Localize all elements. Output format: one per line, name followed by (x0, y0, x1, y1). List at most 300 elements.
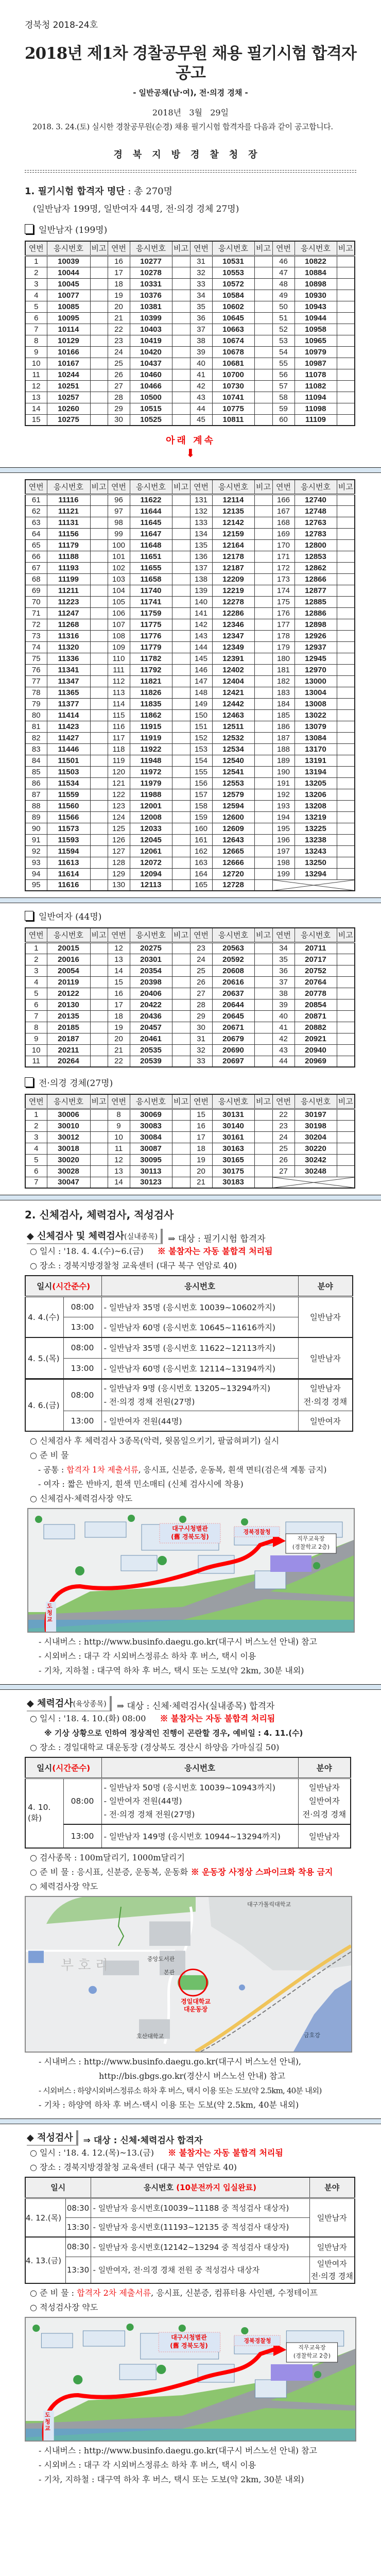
serial-cell: 84 (25, 755, 47, 766)
time-cell: 08:00 (63, 1379, 101, 1411)
serial-cell: 183 (272, 687, 295, 698)
exam-number-cell: 12862 (295, 562, 337, 573)
ids-line: - 일반남자 9명 (응시번호 13205~13294까지) (103, 1383, 271, 1393)
table-row (25, 1143, 355, 1154)
exam-number-cell: 10930 (295, 290, 337, 301)
exam-number-cell: 11078 (295, 369, 337, 380)
remarks-cell (172, 380, 190, 392)
serial-cell: 110 (108, 653, 130, 664)
remarks-cell (90, 596, 108, 607)
serial-cell: 26 (272, 1154, 295, 1165)
serial-cell: 47 (272, 267, 295, 278)
serial-cell: 128 (108, 857, 130, 868)
prep-common-label: - 공통 : (38, 1465, 67, 1475)
serial-cell: 81 (25, 721, 47, 732)
header-remarks: 비고 (337, 241, 355, 256)
exam-number-cell: 12219 (212, 585, 254, 596)
serial-cell: 65 (25, 539, 47, 551)
remarks-cell (337, 999, 355, 1010)
remarks-cell (254, 664, 272, 675)
exam-number-cell: 11341 (47, 664, 90, 675)
date-cell: 4. 10.(화) (25, 1778, 63, 1848)
exam-number-cell: 11651 (130, 551, 172, 562)
exam-number-cell: 11616 (47, 879, 90, 891)
divider (25, 170, 356, 173)
serial-cell: 113 (108, 687, 130, 698)
label-line: 대운동장 (183, 2006, 208, 2013)
remarks-cell (254, 834, 272, 845)
serial-cell: 13 (25, 392, 47, 403)
remarks-cell (254, 777, 272, 789)
remarks-cell (172, 335, 190, 346)
serial-cell: 18 (108, 278, 130, 290)
serial-cell: 1 (25, 256, 47, 267)
table-row (25, 988, 355, 999)
serial-cell: 66 (25, 551, 47, 562)
remarks-cell (90, 267, 108, 278)
remarks-cell (254, 585, 272, 596)
time-cell: 13:30 (65, 2217, 91, 2237)
exam-number-cell: 12033 (130, 823, 172, 834)
serial-cell: 74 (25, 641, 47, 653)
serial-cell: 171 (272, 551, 295, 562)
exam-number-cell: 20398 (130, 976, 172, 988)
exam-number-cell: 20054 (47, 965, 90, 976)
serial-cell: 42 (272, 1033, 295, 1044)
header-remarks: 비고 (337, 1094, 355, 1109)
serial-cell: 90 (25, 823, 47, 834)
remarks-cell (337, 1109, 355, 1120)
header-remarks: 비고 (90, 1094, 108, 1109)
serial-cell: 11 (25, 1056, 47, 1067)
remarks-cell (337, 1044, 355, 1056)
remarks-cell (254, 1165, 272, 1177)
exam-number-cell: 11503 (47, 766, 90, 777)
remarks-cell (90, 1056, 108, 1067)
map-label-bridge: 도청교 (45, 2412, 50, 2432)
remarks-cell (337, 369, 355, 380)
physical-exam-target: ⇒ 대상 : 필기시험 합격자 (168, 1234, 266, 1244)
exam-number-cell: 12534 (212, 743, 254, 755)
serial-cell: 61 (25, 494, 47, 505)
exam-number-cell: 30028 (47, 1165, 90, 1177)
physical-exam-note: ○ 신체검사 후 체력검사 3종목(악력, 윗몸일으키기, 팔굽혀펴기) 실시 (30, 1436, 280, 1446)
remarks-cell (90, 868, 108, 879)
serial-cell: 32 (190, 267, 212, 278)
exam-number-cell: 30242 (295, 1154, 337, 1165)
serial-cell: 148 (190, 687, 212, 698)
serial-cell: 4 (25, 976, 47, 988)
diamond-icon: ◆ (27, 1231, 38, 1242)
map-title: ○ 체력검사장 약도 (30, 1882, 98, 1891)
exam-number-cell: 20015 (47, 942, 90, 954)
serial-cell: 35 (190, 301, 212, 312)
exam-number-cell: 13000 (295, 675, 337, 687)
serial-cell: 146 (190, 664, 212, 675)
field-line: 전·의경 경채 (310, 2271, 353, 2281)
serial-cell: 150 (190, 709, 212, 721)
exam-number-cell: 11211 (47, 585, 90, 596)
remarks-cell (254, 988, 272, 999)
remarks-cell (337, 789, 355, 800)
remarks-cell (172, 709, 190, 721)
exam-number-cell: 30220 (295, 1143, 337, 1154)
diamond-icon: ◆ (27, 1698, 38, 1709)
field-cell: 일반남자 (309, 2237, 355, 2257)
table-row (25, 562, 355, 573)
serial-cell: 21 (190, 1177, 212, 1188)
serial-cell: 6 (25, 312, 47, 324)
table-row (25, 664, 355, 675)
serial-cell: 188 (272, 743, 295, 755)
serial-cell: 7 (25, 324, 47, 335)
remarks-cell (172, 653, 190, 664)
exam-number-cell: 10958 (295, 324, 337, 335)
remarks-cell (172, 1165, 190, 1177)
remarks-cell (90, 358, 108, 369)
table-row (25, 1131, 355, 1143)
aptitude-exam-prep (25, 2286, 356, 2300)
table-row (25, 585, 355, 596)
exam-number-cell: 10884 (295, 267, 337, 278)
serial-cell: 78 (25, 687, 47, 698)
ids-cell: - 일반여자, 전·의경 경채 전원 중 적성검사 대상자 (91, 2257, 309, 2283)
serial-cell: 182 (272, 675, 295, 687)
remarks-cell (254, 675, 272, 687)
time-cell: 13:00 (63, 1358, 101, 1379)
exam-number-cell: 10531 (212, 256, 254, 267)
field-cell (298, 1778, 351, 1824)
physical-exam-place: ○ 장소 : 경북지방경찰청 교육센터 (대구 북구 연암로 40) (30, 1261, 237, 1270)
remarks-cell (337, 528, 355, 539)
remarks-cell (90, 607, 108, 619)
serial-cell: 142 (190, 619, 212, 630)
when-text: ○ 일시 : '18. 4. 10.(화) 08:00 (30, 1714, 146, 1723)
section-1-title: 1. 필기시험 합격자 명단 (25, 186, 125, 197)
exam-number-cell: 20637 (212, 988, 254, 999)
remarks-cell (337, 834, 355, 845)
serial-cell: 11 (25, 369, 47, 380)
serial-cell: 39 (272, 999, 295, 1010)
remarks-cell (90, 755, 108, 766)
serial-cell: 114 (108, 698, 130, 709)
group-label: 일반여자 (44명) (39, 912, 102, 922)
serial-cell: 94 (25, 868, 47, 879)
header-remarks: 비고 (172, 1094, 190, 1109)
serial-cell: 69 (25, 585, 47, 596)
field-line: 전·의경 경채 (303, 1397, 348, 1406)
remarks-cell (90, 551, 108, 562)
remarks-cell (337, 346, 355, 358)
map-label-village: 부 호 리 (61, 1958, 108, 1973)
time-cell: 08:00 (63, 1337, 101, 1358)
exam-number-cell: 20406 (130, 988, 172, 999)
serial-cell: 30 (190, 1022, 212, 1033)
remarks-cell (90, 403, 108, 414)
header-exam-number: 응시번호 (295, 480, 337, 494)
exam-number-cell: 20697 (212, 1056, 254, 1067)
ids-cell: - 일반남자 35명 (응시번호 11622~12113까지) (101, 1337, 298, 1358)
serial-cell: 193 (272, 800, 295, 811)
page-6 (0, 2130, 381, 2497)
exam-number-cell: 10515 (130, 403, 172, 414)
exam-number-cell: 11948 (130, 755, 172, 766)
exam-number-cell: 20778 (295, 988, 337, 999)
remarks-cell (337, 641, 355, 653)
remarks-cell (337, 687, 355, 698)
serial-cell: 161 (190, 834, 212, 845)
exam-number-cell: 30006 (47, 1109, 90, 1120)
remarks-cell (337, 743, 355, 755)
transport-line: - 시외버스 : 대구 각 시외버스정류소 하차 후 버스, 택시 이용 (39, 1651, 256, 1661)
transport-line: - 시내버스 : http://www.businfo.daegu.go.kr(대구시 버스노선 안내) 참고 (39, 1637, 317, 1647)
serial-cell: 118 (108, 743, 130, 755)
header-when (25, 1276, 101, 1296)
remarks-cell (254, 414, 272, 426)
table-row (25, 1044, 355, 1056)
remarks-cell (337, 777, 355, 789)
exam-number-cell: 10403 (130, 324, 172, 335)
map-label-venue (286, 1535, 336, 1551)
serial-cell: 14 (108, 965, 130, 976)
header-remarks: 비고 (254, 1094, 272, 1109)
aptitude-exam-schedule-table (25, 2177, 355, 2284)
exam-number-cell: 12740 (295, 494, 337, 505)
remarks-cell (254, 278, 272, 290)
exam-number-cell: 20563 (212, 942, 254, 954)
exam-number-cell: 10943 (295, 301, 337, 312)
remarks-cell (337, 505, 355, 517)
ids-line: - 전·의경 경채 전원(27명) (103, 1397, 195, 1406)
outdoor-exam-when (25, 1711, 356, 1726)
serial-cell: 120 (108, 766, 130, 777)
table-row (25, 1120, 355, 1131)
table-row (25, 358, 355, 369)
serial-cell: 5 (25, 988, 47, 999)
exam-number-cell: 10681 (212, 358, 254, 369)
remarks-cell (254, 1177, 272, 1188)
ids-line: - 일반여자 전원(44명) (103, 1797, 182, 1806)
continue-label: 아래 계속 (166, 435, 215, 446)
remarks-cell (90, 988, 108, 999)
serial-cell: 117 (108, 732, 130, 743)
remarks-cell (254, 403, 272, 414)
exam-number-cell: 13004 (295, 687, 337, 698)
serial-cell: 170 (272, 539, 295, 551)
header-exam-number: 응시번호 (212, 241, 254, 256)
prep-rest: , 응시표, 신분증, 컴퓨터용 사인펜, 수정테이프 (151, 2288, 318, 2298)
remarks-cell (90, 517, 108, 528)
exam-number-cell: 13208 (295, 800, 337, 811)
table-row (25, 1056, 355, 1067)
remarks-cell (90, 976, 108, 988)
remarks-cell (254, 942, 272, 954)
exam-number-cell: 12594 (212, 800, 254, 811)
ids-line: - 전·의경 경채 전원(27명) (103, 1810, 195, 1820)
exam-number-cell: 20187 (47, 1033, 90, 1044)
exam-number-cell: 11121 (47, 505, 90, 517)
serial-cell: 20 (190, 1165, 212, 1177)
group-label: 전·의경 경체(27명) (39, 1078, 113, 1089)
exam-number-cell: 20717 (295, 954, 337, 965)
remarks-cell (172, 346, 190, 358)
remarks-cell (337, 732, 355, 743)
field-line: 일반여자 (317, 2259, 347, 2268)
remarks-cell (254, 573, 272, 585)
exam-number-cell: 30095 (130, 1154, 172, 1165)
remarks-cell (254, 301, 272, 312)
remarks-cell (90, 414, 108, 426)
serial-cell: 163 (190, 857, 212, 868)
exam-number-cell: 11116 (47, 494, 90, 505)
exam-number-cell: 12886 (295, 607, 337, 619)
remarks-cell (337, 562, 355, 573)
serial-cell: 4 (25, 290, 47, 301)
exam-number-cell: 11320 (47, 641, 90, 653)
exam-number-cell: 12278 (212, 596, 254, 607)
exam-number-cell: 12665 (212, 845, 254, 857)
serial-cell: 172 (272, 562, 295, 573)
remarks-cell (337, 414, 355, 426)
remarks-cell (90, 256, 108, 267)
serial-cell: 19 (108, 290, 130, 301)
serial-cell: 40 (272, 1010, 295, 1022)
remarks-cell (172, 562, 190, 573)
exam-number-cell: 30047 (47, 1177, 90, 1188)
ids-cell: - 일반여자 전원(44명) (101, 1411, 298, 1431)
table-row (25, 721, 355, 732)
exam-number-cell: 11377 (47, 698, 90, 709)
table-row (25, 517, 355, 528)
remarks-cell (172, 1010, 190, 1022)
exam-number-cell: 11779 (130, 641, 172, 653)
label-line: 경일대학교 (181, 1998, 211, 2005)
serial-cell: 14 (25, 403, 47, 414)
exam-number-cell: 11648 (130, 539, 172, 551)
exam-number-cell: 10437 (130, 358, 172, 369)
remarks-cell (172, 641, 190, 653)
serial-cell: 2 (25, 1120, 47, 1131)
exam-number-cell: 30113 (130, 1165, 172, 1177)
remarks-cell (172, 1056, 190, 1067)
header-when-label: 일시 (37, 1281, 53, 1291)
exam-number-cell: 12164 (212, 539, 254, 551)
serial-cell: 30 (108, 414, 130, 426)
remarks-cell (172, 1109, 190, 1120)
exam-number-cell: 10244 (47, 369, 90, 380)
exam-number-cell: 11131 (47, 517, 90, 528)
exam-number-cell: 12286 (212, 607, 254, 619)
remarks-cell (90, 562, 108, 573)
serial-cell: 189 (272, 755, 295, 766)
serial-cell: 151 (190, 721, 212, 732)
map-label-cu: 대구가톨릭대학교 (247, 1901, 291, 1908)
map-label-venue (165, 1998, 227, 2013)
remarks-cell (172, 942, 190, 954)
header-exam-number: 응시번호 (130, 928, 172, 942)
remarks-cell (337, 517, 355, 528)
exam-number-cell: 11316 (47, 630, 90, 641)
remarks-cell (90, 845, 108, 857)
field-line: 일반남자 (309, 1383, 341, 1393)
exam-number-cell: 20211 (47, 1044, 90, 1056)
serial-cell: 137 (190, 562, 212, 573)
remarks-cell (337, 607, 355, 619)
time-cell: 08:30 (65, 2237, 91, 2257)
remarks-cell (254, 290, 272, 301)
page-break (0, 2119, 381, 2124)
remarks-cell (254, 755, 272, 766)
serial-cell: 32 (190, 1044, 212, 1056)
table-row (25, 653, 355, 664)
remarks-cell (90, 732, 108, 743)
serial-cell: 33 (190, 278, 212, 290)
serial-cell: 197 (272, 845, 295, 857)
exam-number-cell: 12346 (212, 619, 254, 630)
exam-number-cell: 20764 (295, 976, 337, 988)
physical-exam-when (25, 1244, 356, 1259)
table-row (25, 573, 355, 585)
exam-number-cell: 30131 (212, 1109, 254, 1120)
exam-number-cell: 12643 (212, 834, 254, 845)
serial-cell: 22 (272, 1109, 295, 1120)
header-field: 분야 (298, 1757, 351, 1778)
exam-number-cell: 11179 (47, 539, 90, 551)
serial-cell: 149 (190, 698, 212, 709)
serial-cell: 107 (108, 619, 130, 630)
remarks-cell (254, 630, 272, 641)
serial-cell: 89 (25, 811, 47, 823)
header-serial: 연번 (25, 928, 47, 942)
map-title: ○ 적성검사장 약도 (30, 2302, 98, 2312)
remarks-cell (172, 732, 190, 743)
exam-number-cell: 12178 (212, 551, 254, 562)
remarks-cell (254, 687, 272, 698)
prep-women: - 여자 : 짧은 반바지, 흰색 민소매티 (신체 검사시에 착용) (38, 1479, 244, 1489)
serial-cell: 27 (190, 988, 212, 999)
remarks-cell (172, 834, 190, 845)
serial-cell: 77 (25, 675, 47, 687)
exam-number-cell: 20275 (130, 942, 172, 954)
remarks-cell (337, 988, 355, 999)
serial-cell: 165 (190, 879, 212, 891)
remarks-cell (172, 857, 190, 868)
table-row (25, 290, 355, 301)
serial-cell: 70 (25, 596, 47, 607)
exam-number-cell: 11613 (47, 857, 90, 868)
header-entry-note: (10분전까지 입실완료) (176, 2183, 256, 2193)
ids-cell (101, 1379, 298, 1411)
prep-common-red: 합격자 1차 제출서류 (66, 1465, 138, 1475)
header-exam-number: 응시번호 (47, 241, 90, 256)
remarks-cell (337, 585, 355, 596)
serial-cell: 41 (272, 1022, 295, 1033)
serial-cell: 168 (272, 517, 295, 528)
serial-cell: 28 (190, 999, 212, 1010)
exam-number-cell: 30140 (212, 1120, 254, 1131)
exam-number-cell: 11988 (130, 789, 172, 800)
remarks-cell (254, 857, 272, 868)
serial-cell: 58 (272, 392, 295, 403)
remarks-cell (254, 976, 272, 988)
exam-number-cell: 10584 (212, 290, 254, 301)
table-row (25, 834, 355, 845)
remarks-cell (337, 573, 355, 585)
remarks-cell (337, 942, 355, 954)
table-row (25, 709, 355, 721)
serial-cell: 92 (25, 845, 47, 857)
outdoor-exam-title-small: (육상종목) (73, 1700, 107, 1708)
